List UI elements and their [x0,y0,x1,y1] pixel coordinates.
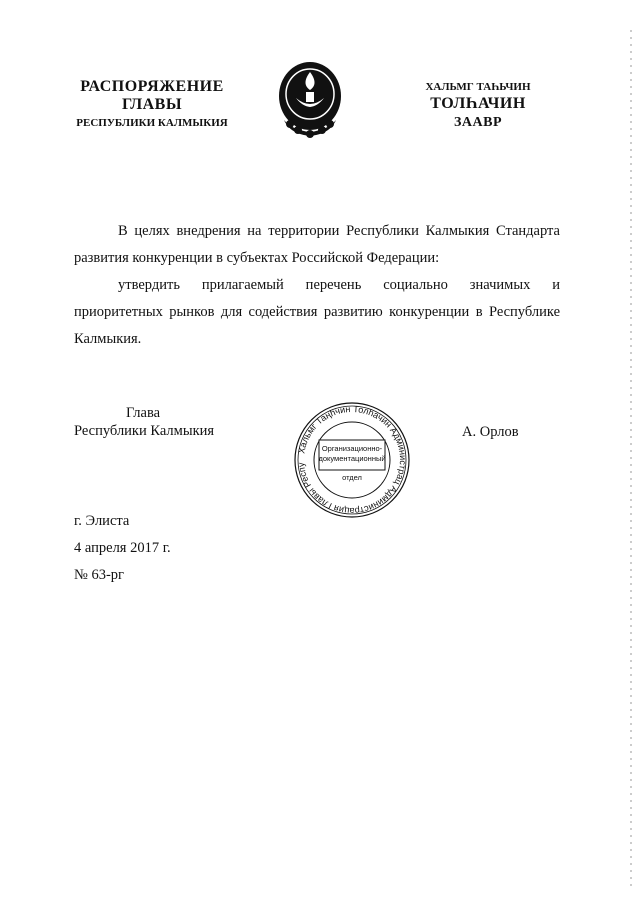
header-right-block [408,80,548,132]
coat-of-arms-icon [268,50,352,145]
document-footer [74,508,171,589]
header-right-line2: ТОЛҺАЧИН [430,95,526,112]
doc-type-title: РАСПОРЯЖЕНИЕ [80,78,224,95]
signature-title-line2: Республики Калмыкия [74,423,215,439]
body-paragraph-2: утвердить прилагаемый перечень социально значимых и приоритетных рынков для содействия развитию конкуренции в Республике Калмыкия. [74,277,560,347]
stamp-inner-line3: отдел [342,473,362,482]
official-stamp [292,400,412,525]
body-paragraph-1: В целях внедрения на территории Республики Калмыкия Стандарта развития конкуренции в субъектах Российской Федерации: [74,223,560,266]
stamp-inner-line2: документационный [318,454,386,463]
header-right-line3: ЗААВР [454,115,502,130]
signature-title-line1: Глава [126,405,161,421]
doc-issuer-subtitle: РЕСПУБЛИКИ КАЛМЫКИЯ [76,117,228,129]
scan-margin-marks [626,0,636,905]
signatory-name: А. Орлов [462,424,519,440]
footer-city: г. Элиста [74,513,130,529]
stamp-inner-line1: Организационно- [321,444,383,453]
stamp-outer-text: Хальмг Таңһчин Толһачин Администрац Администрация Главы Респу [296,403,409,517]
footer-date: 4 апреля 2017 г. [74,540,171,556]
footer-number: № 63-рг [74,567,124,583]
header-right-line1: ХАЛЬМГ ТАҺЬЧИН [425,81,531,93]
doc-issuer-title: ГЛАВЫ [121,96,183,113]
signature-title [74,404,224,440]
header-left-block [62,78,242,130]
